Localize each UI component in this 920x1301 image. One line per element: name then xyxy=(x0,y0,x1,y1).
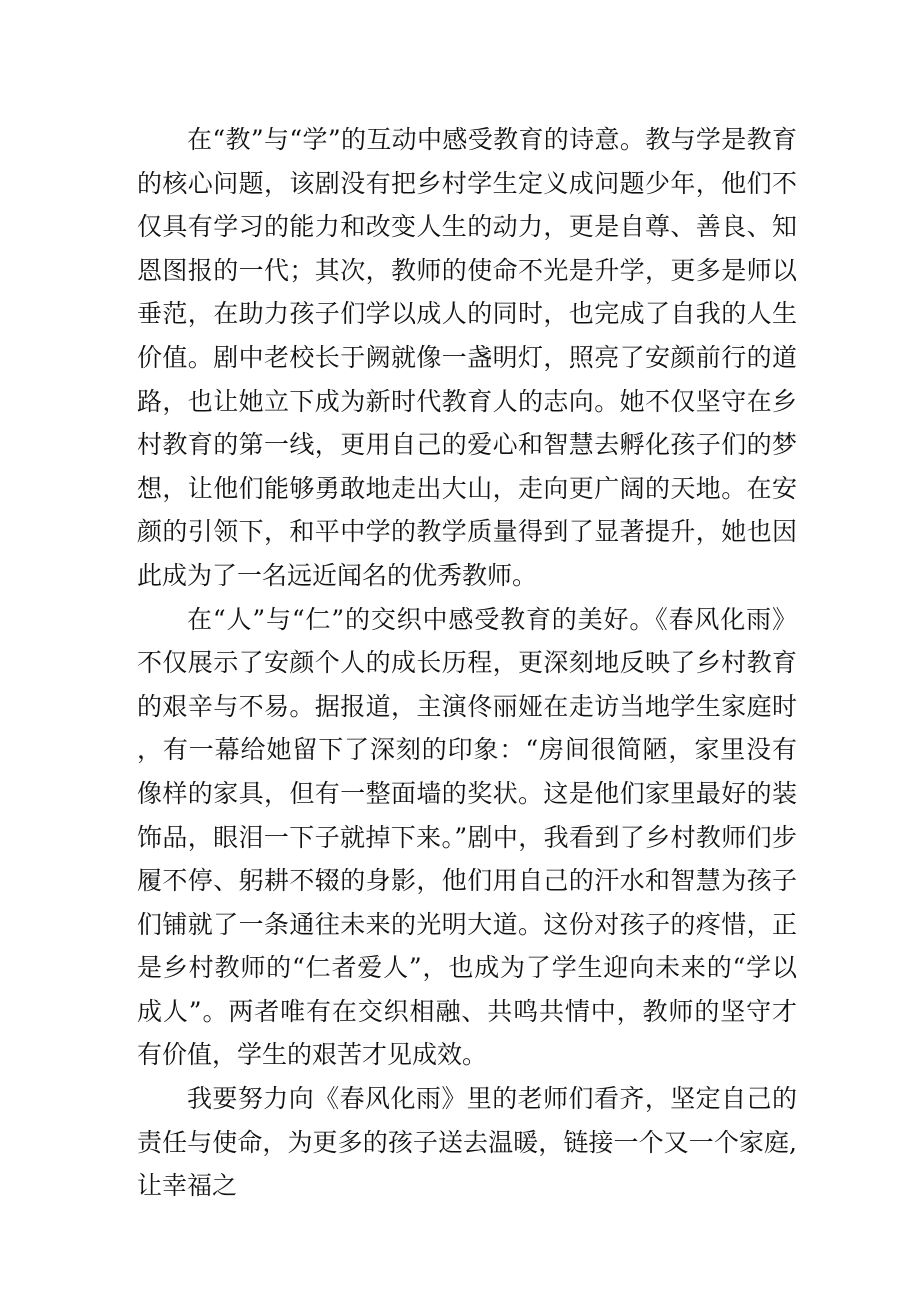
body-text xyxy=(137,118,797,1208)
paragraph-people-and-benevolence: 在“人”与“仁”的交织中感受教育的美好。《春风化雨》不仅展示了安颜个人的成长历程，更深刻地反映了乡村教育的艰辛与不易。据报道，主演佟丽娅在走访当地学生家庭时，有一幕给她留下了深刻的印象：“房间很简陋，家里没有像样的家具，但有一整面墙的奖状。这是他们家里最好的装饰品，眼泪一下子就掉下来。”剧中，我看到了乡村教师们步履不停、躬耕不辍的身影，他们用自己的汗水和智慧为孩子们铺就了一条通往未来的光明大道。这份对孩子的疼惜，正是乡村教师的“仁者爱人”，也成为了学生迎向未来的“学以成人”。两者唯有在交织相融、共鸣共情中，教师的坚守才有价值，学生的艰苦才见成效。 xyxy=(137,604,797,1070)
paragraph-teaching-and-learning: 在“教”与“学”的互动中感受教育的诗意。教与学是教育的核心问题，该剧没有把乡村学生定义成问题少年，他们不仅具有学习的能力和改变人生的动力，更是自尊、善良、知恩图报的一代；其次，教师的使命不光是升学，更多是师以垂范，在助力孩子们学以成人的同时，也完成了自我的人生价值。剧中老校长于阙就像一盏明灯，照亮了安颜前行的道路，也让她立下成为新时代教育人的志向。她不仅坚守在乡村教育的第一线，更用自己的爱心和智慧去孵化孩子们的梦想，让他们能够勇敢地走出大山，走向更广阔的天地。在安颜的引领下，和平中学的教学质量得到了显著提升，她也因此成为了一名远近闻名的优秀教师。 xyxy=(137,125,797,590)
paragraph-personal-commitment: 我要努力向《春风化雨》里的老师们看齐，坚定自己的责任与使命，为更多的孩子送去温暖，链接一个又一个家庭,让幸福之 xyxy=(137,1084,797,1201)
